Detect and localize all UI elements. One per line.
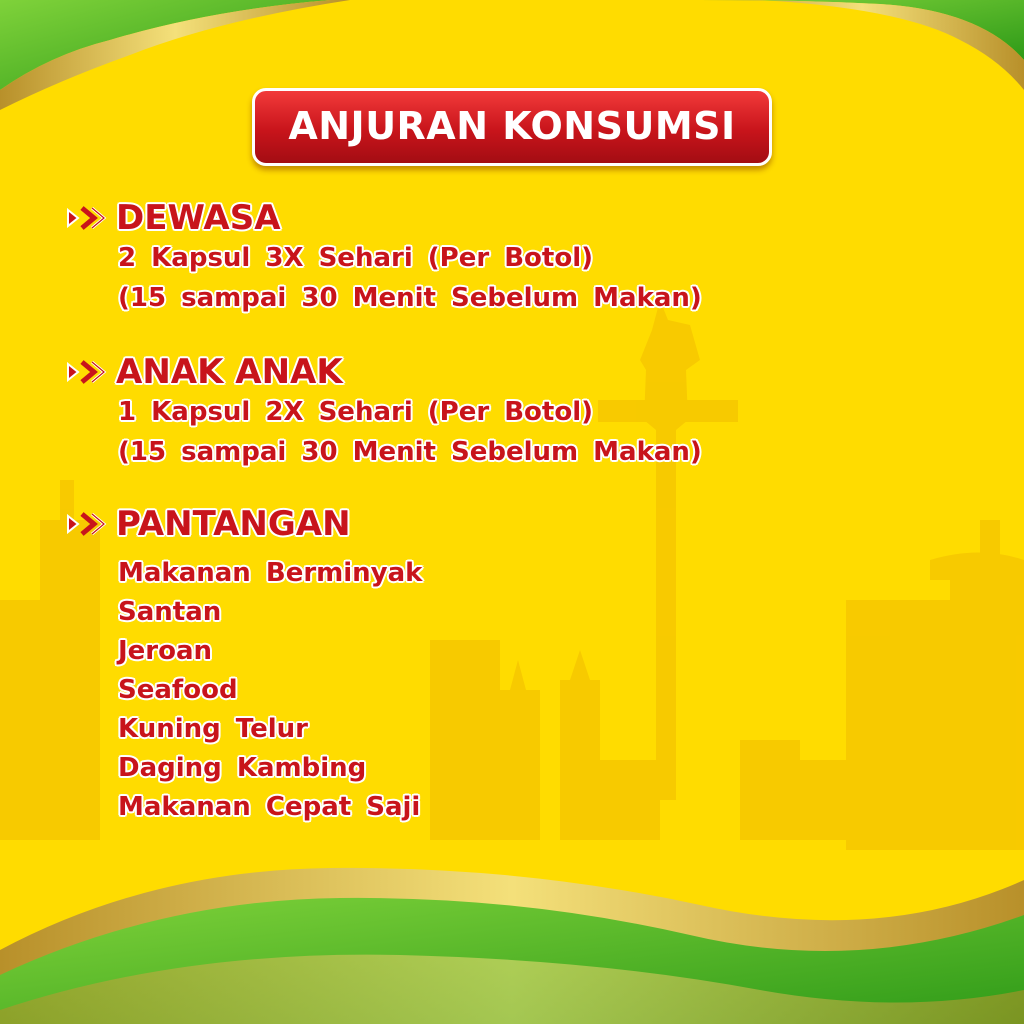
section-pantangan [64, 504, 422, 827]
list-item: Makanan Berminyak [118, 558, 423, 588]
section-anak-anak [64, 352, 702, 472]
timing-line: (15 sampai 30 Menit Sebelum Makan) [118, 437, 702, 467]
list-item: Daging Kambing [118, 753, 367, 783]
page-title: ANJURAN KONSUMSI [288, 104, 736, 148]
list-item: Kuning Telur [118, 714, 308, 744]
title-badge [252, 88, 772, 166]
section-heading: DEWASA [116, 198, 281, 238]
list-item: Makanan Cepat Saji [118, 792, 421, 822]
section-heading: ANAK ANAK [116, 352, 343, 392]
section-dewasa [64, 198, 702, 318]
list-item: Seafood [118, 675, 238, 705]
double-chevron-icon [64, 510, 110, 538]
double-chevron-icon [64, 204, 110, 232]
list-item: Jeroan [118, 636, 213, 666]
timing-line: (15 sampai 30 Menit Sebelum Makan) [118, 283, 702, 313]
double-chevron-icon [64, 358, 110, 386]
list-item: Santan [118, 597, 222, 627]
dosage-line: 1 Kapsul 2X Sehari (Per Botol) [118, 397, 593, 427]
dosage-line: 2 Kapsul 3X Sehari (Per Botol) [118, 243, 593, 273]
section-heading: PANTANGAN [116, 504, 351, 544]
